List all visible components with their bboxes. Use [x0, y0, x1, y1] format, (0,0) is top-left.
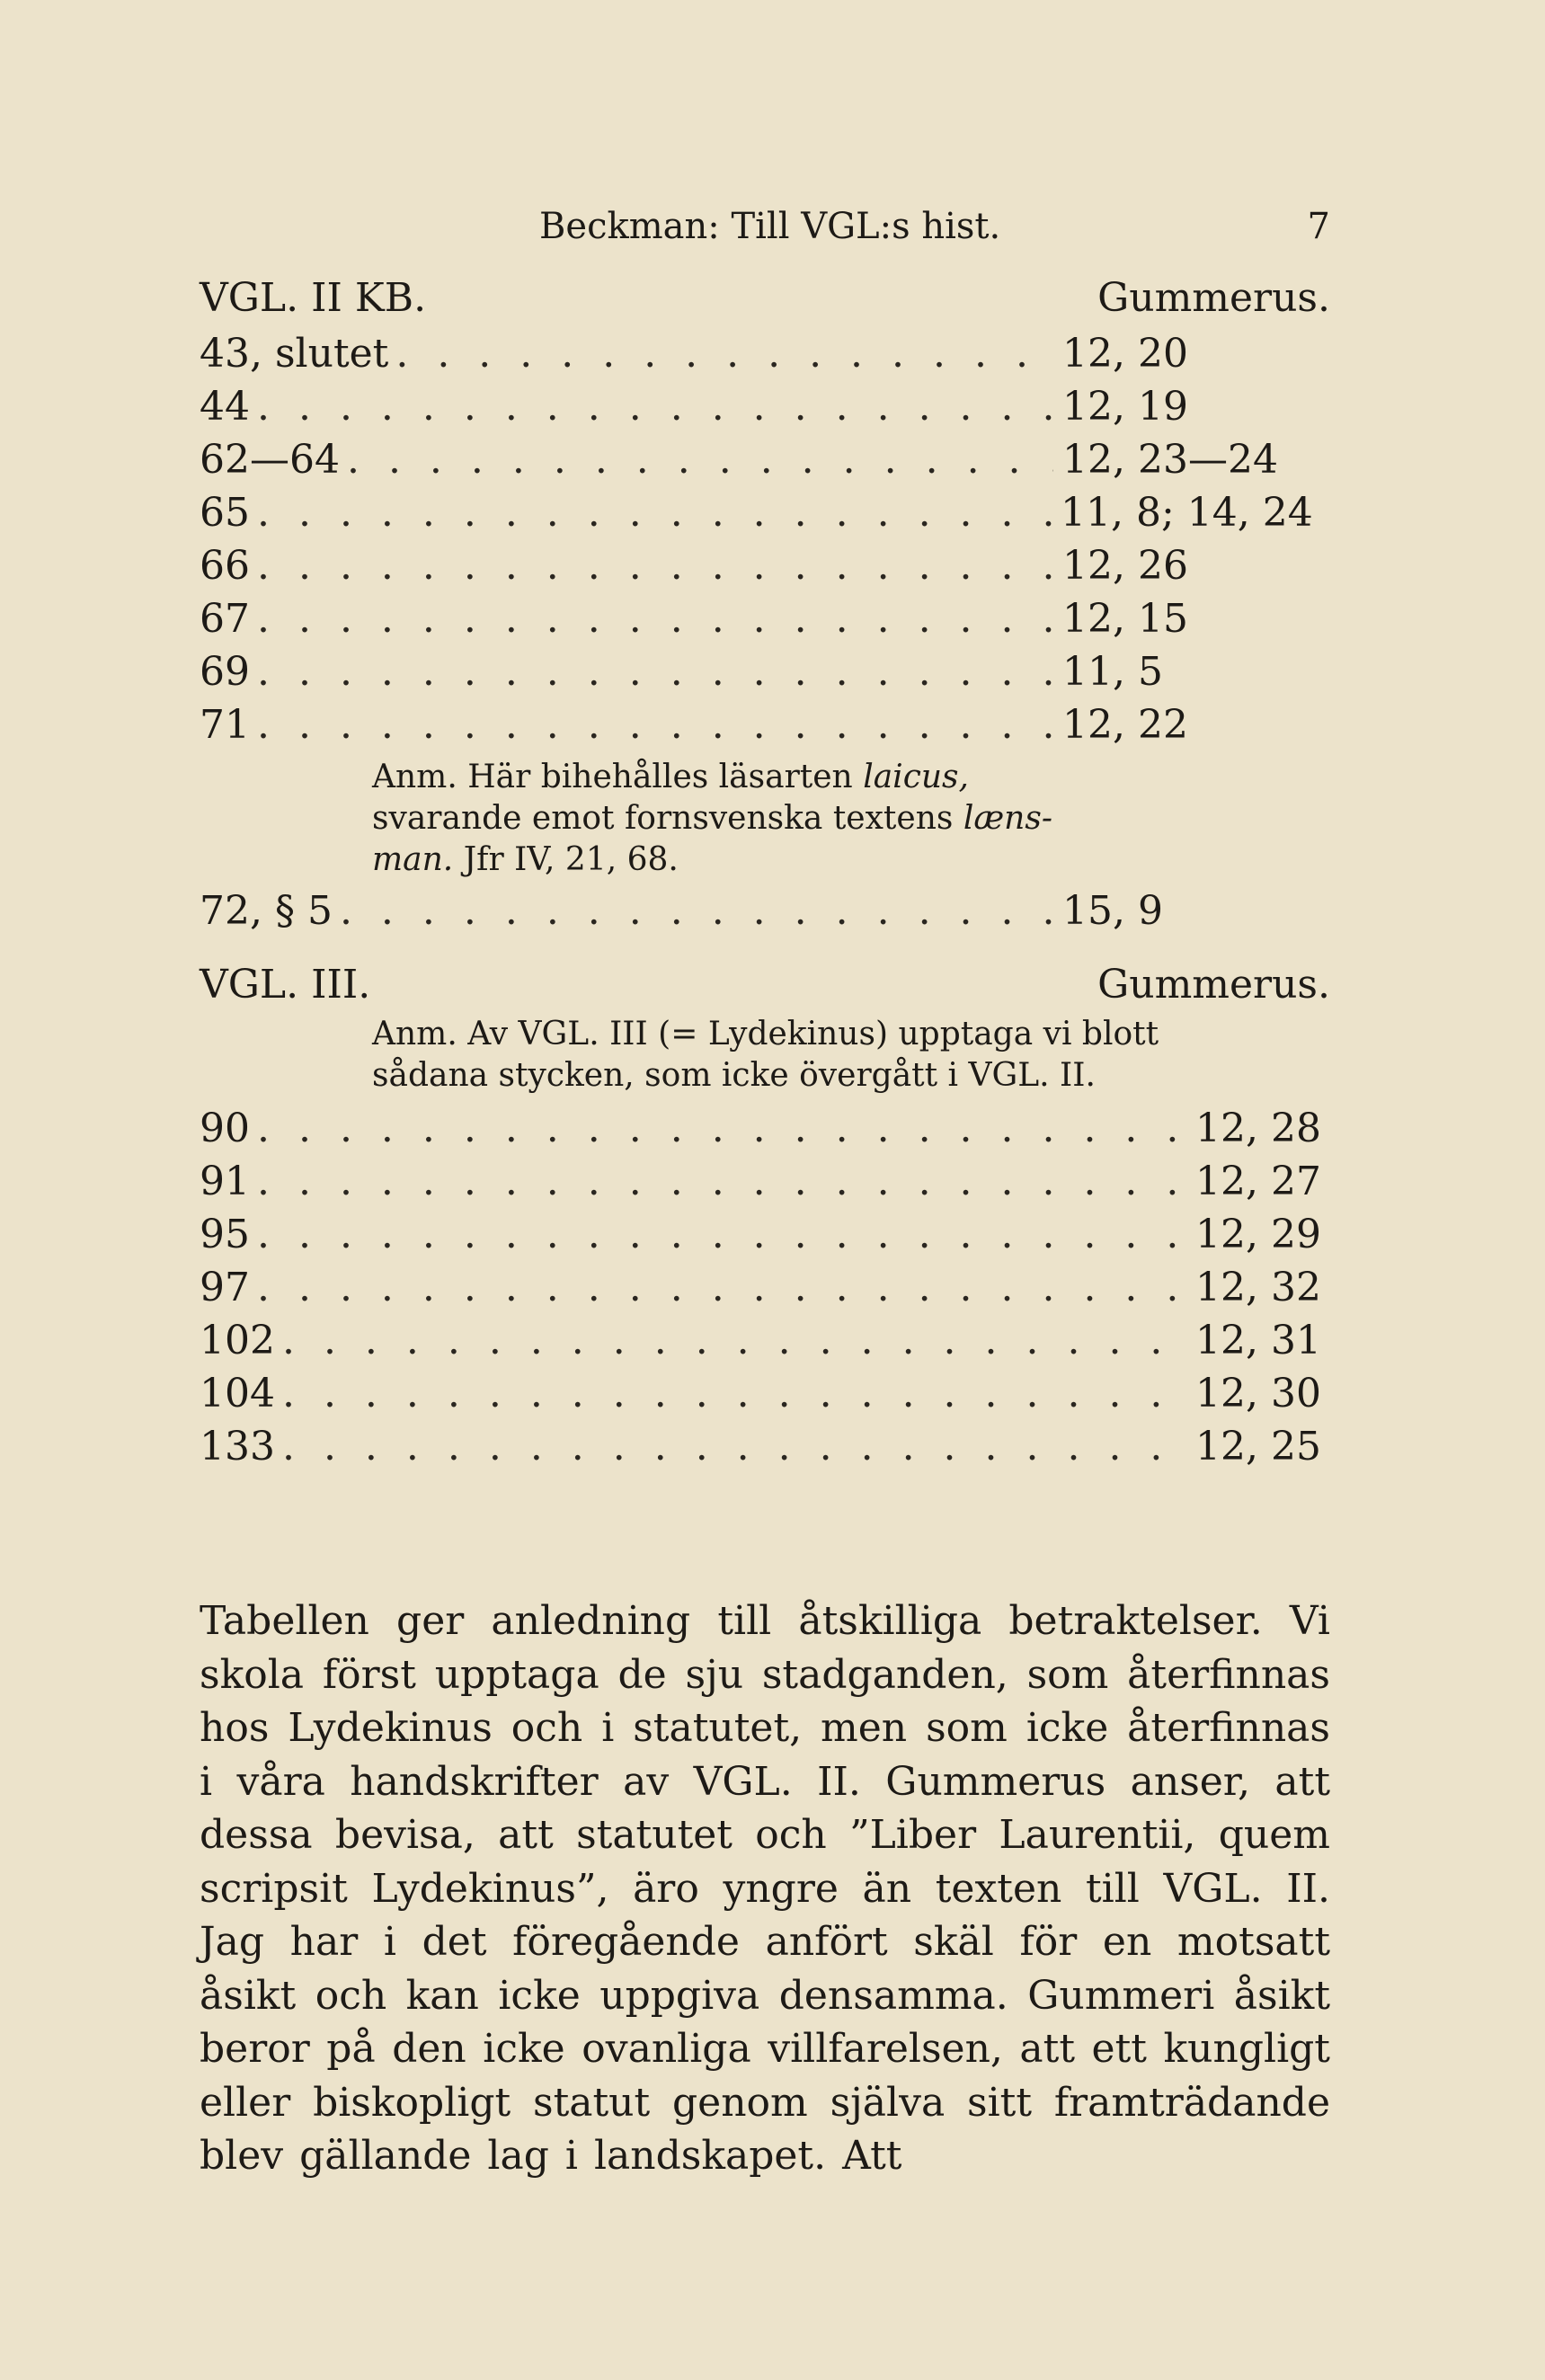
table-heading: [200, 270, 1330, 327]
table-row: 104 . . . 12, 30: [200, 1367, 1330, 1420]
table-row: 66 . . . 12, 26: [200, 539, 1197, 592]
table-vgl-ii-kb: [200, 270, 1330, 937]
table-heading-right: Gummerus.: [1097, 275, 1330, 321]
table-row: 62—64 . . . 12, 23—24: [200, 433, 1197, 486]
dot-leader: [257, 698, 1053, 751]
table-heading: [200, 956, 1330, 1014]
table-note: Anm. Här bihehålles läsarten laicus, svarande emot fornsvenska textens læns-man. Jfr IV, 21, 68.: [372, 759, 1052, 878]
dot-leader: [257, 539, 1053, 592]
running-title: Beckman: Till VGL:s hist.: [539, 206, 1001, 247]
table-row: 67 . . . 12, 15: [200, 592, 1197, 645]
dot-leader: [257, 1261, 1186, 1314]
table-row: 133 . . . 12, 25: [200, 1420, 1330, 1473]
table-vgl-iii: [200, 956, 1330, 1473]
table-row: 69 . . . 11, 5: [200, 645, 1197, 698]
dot-leader: [257, 380, 1053, 433]
dot-leader: [257, 1155, 1186, 1208]
table-row: 91 . . . 12, 27: [200, 1155, 1330, 1208]
table-row: 71 . . . 12, 22: [200, 698, 1197, 751]
table-row: 65 . . . 11, 8; 14, 24: [200, 486, 1330, 539]
table-rows-wide: [200, 486, 1330, 539]
table-heading-left: VGL. II KB.: [200, 275, 427, 321]
table-row: 102 . . . 12, 31: [200, 1314, 1330, 1367]
dot-leader: [347, 433, 1053, 486]
table-rows: [200, 1102, 1330, 1473]
table-row: 90 . . . 12, 28: [200, 1102, 1330, 1155]
table-row: 44 . . . 12, 19: [200, 380, 1197, 433]
dot-leader: [257, 592, 1053, 645]
dot-leader: [282, 1314, 1186, 1367]
dot-leader: [257, 645, 1053, 698]
table-note: Anm. Av VGL. III (= Lydekinus) upptaga vi blott sådana stycken, som icke övergått i VGL. II.: [372, 1016, 1159, 1094]
running-header: [539, 200, 1330, 253]
table-row: 97 . . . 12, 32: [200, 1261, 1330, 1314]
table-heading-left: VGL. III.: [200, 962, 371, 1008]
table-rows: [200, 539, 1197, 751]
table-rows: [200, 327, 1278, 486]
table-row: 72, § 5 . . . 15, 9: [200, 884, 1197, 937]
dot-leader: [282, 1367, 1186, 1420]
dot-leader: [282, 1420, 1186, 1473]
dot-leader: [257, 1208, 1186, 1261]
page-number: 7: [1307, 206, 1330, 247]
table-row: 95 . . . 12, 29: [200, 1208, 1330, 1261]
dot-leader: [257, 486, 1052, 539]
dot-leader: [395, 327, 1053, 380]
dot-leader: [340, 884, 1053, 937]
table-row: 43, slutet . . . 12, 20: [200, 327, 1197, 380]
body-paragraph: Tabellen ger anledning till åtskilliga betraktelser. Vi skola först upptaga de sju stadganden, som återfinnas hos Lydekinus och i statutet, men som icke återfinnas i våra handskrifter av VGL. II. Gummerus anser, att dessa bevisa, att statutet och ”Liber Laurentii, quem scripsit Lydekinus”, äro yngre än texten till VGL. II. Jag har i det föregående anfört skäl för en motsatt åsikt och kan icke uppgiva densamma. Gummeri åsikt beror på den icke ovanliga villfarelsen, att ett kungligt eller biskopligt statut genom själva sitt framträdande blev gällande lag i landskapet. Att: [200, 1598, 1330, 2179]
dot-leader: [257, 1102, 1186, 1155]
table-heading-right: Gummerus.: [1097, 962, 1330, 1008]
table-rows: [200, 884, 1197, 937]
